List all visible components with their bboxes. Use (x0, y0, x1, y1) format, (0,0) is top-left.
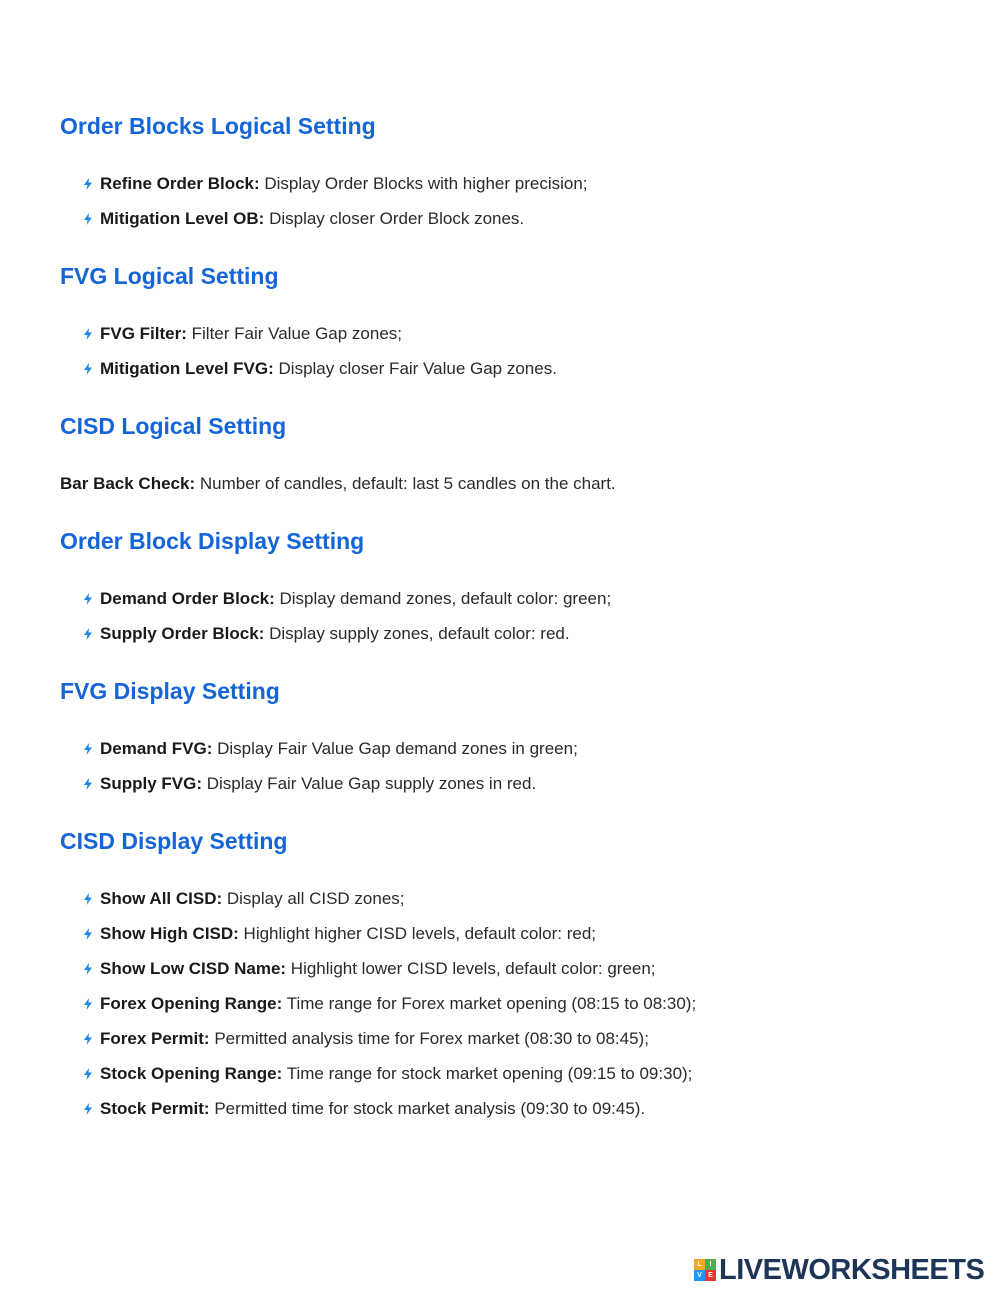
item-description: Time range for Forex market opening (08:15 to 08:30); (282, 994, 697, 1013)
bar-back-check-line (60, 466, 960, 501)
item-description: Highlight lower CISD levels, default color: green; (286, 959, 656, 978)
item-description: Display Order Blocks with higher precision; (259, 174, 588, 193)
section-title-cisd-logical: CISD Logical Setting (60, 413, 287, 439)
item-description: Display closer Fair Value Gap zones. (273, 359, 557, 378)
logo-mark-letter: L (694, 1259, 705, 1270)
logo-text: LIVEWORKSHEETS (719, 1253, 985, 1286)
list-item (60, 616, 960, 651)
list-item (60, 166, 960, 201)
item-description: Filter Fair Value Gap zones; (186, 324, 403, 343)
item-label: Demand Order Block: (100, 589, 275, 608)
item-description: Display all CISD zones; (222, 889, 405, 908)
item-label: Show High CISD: (100, 924, 239, 943)
item-label: Demand FVG: (100, 739, 213, 758)
lightning-bolt-icon (83, 178, 93, 190)
lightning-bolt-icon (83, 893, 93, 905)
item-description: Display closer Order Block zones. (264, 209, 525, 228)
item-description: Display Fair Value Gap supply zones in red. (202, 774, 537, 793)
item-label: Mitigation Level FVG: (100, 359, 274, 378)
item-description: Highlight higher CISD levels, default color: red; (238, 924, 597, 943)
list-item (60, 316, 960, 351)
liveworksheets-logo[interactable] (694, 1254, 984, 1286)
list-item (60, 351, 960, 386)
logo-mark-letter: E (705, 1270, 716, 1281)
list-item (60, 916, 960, 951)
lightning-bolt-icon (83, 963, 93, 975)
section-title-fvg-display: FVG Display Setting (60, 678, 280, 704)
item-description: Number of candles, default: last 5 candles on the chart. (195, 474, 616, 493)
section-title-fvg-logical: FVG Logical Setting (60, 263, 279, 289)
item-label: Stock Opening Range: (100, 1064, 283, 1083)
fvg-display-list (60, 731, 960, 801)
list-item (60, 201, 960, 236)
item-label: Refine Order Block: (100, 174, 260, 193)
list-item (60, 766, 960, 801)
item-label: Show All CISD: (100, 889, 223, 908)
liveworksheets-mark-icon (694, 1259, 716, 1281)
item-label: Mitigation Level OB: (100, 209, 265, 228)
lightning-bolt-icon (83, 928, 93, 940)
logo-mark-letter: I (705, 1259, 716, 1270)
list-item (60, 1091, 960, 1126)
order-block-display-list (60, 581, 960, 651)
lightning-bolt-icon (83, 1103, 93, 1115)
item-label: Stock Permit: (100, 1099, 210, 1118)
lightning-bolt-icon (83, 998, 93, 1010)
item-description: Display supply zones, default color: red. (264, 624, 570, 643)
lightning-bolt-icon (83, 628, 93, 640)
item-description: Display demand zones, default color: green; (274, 589, 612, 608)
item-description: Time range for stock market opening (09:15 to 09:30); (282, 1064, 693, 1083)
list-item (60, 1021, 960, 1056)
list-item (60, 1056, 960, 1091)
lightning-bolt-icon (83, 1068, 93, 1080)
lightning-bolt-icon (83, 328, 93, 340)
section-title-cisd-display: CISD Display Setting (60, 828, 288, 854)
list-item (60, 881, 960, 916)
lightning-bolt-icon (83, 213, 93, 225)
lightning-bolt-icon (83, 778, 93, 790)
document-page (60, 108, 960, 1126)
lightning-bolt-icon (83, 743, 93, 755)
list-item (60, 986, 960, 1021)
item-label: Bar Back Check: (60, 474, 196, 493)
fvg-logical-list (60, 316, 960, 386)
lightning-bolt-icon (83, 593, 93, 605)
item-description: Permitted analysis time for Forex market (08:30 to 08:45); (209, 1029, 649, 1048)
lightning-bolt-icon (83, 363, 93, 375)
list-item (60, 581, 960, 616)
item-label: Forex Permit: (100, 1029, 210, 1048)
section-title-order-block-display: Order Block Display Setting (60, 528, 365, 554)
item-description: Display Fair Value Gap demand zones in green; (212, 739, 578, 758)
item-label: Show Low CISD Name: (100, 959, 287, 978)
item-label: Supply Order Block: (100, 624, 265, 643)
logo-mark-letter: V (694, 1270, 705, 1281)
section-title-order-blocks-logical: Order Blocks Logical Setting (60, 113, 376, 139)
item-label: Supply FVG: (100, 774, 202, 793)
order-blocks-logical-list (60, 166, 960, 236)
item-description: Permitted time for stock market analysis (09:30 to 09:45). (209, 1099, 646, 1118)
item-label: FVG Filter: (100, 324, 187, 343)
list-item (60, 951, 960, 986)
item-label: Forex Opening Range: (100, 994, 283, 1013)
lightning-bolt-icon (83, 1033, 93, 1045)
cisd-display-list (60, 881, 960, 1126)
list-item (60, 731, 960, 766)
